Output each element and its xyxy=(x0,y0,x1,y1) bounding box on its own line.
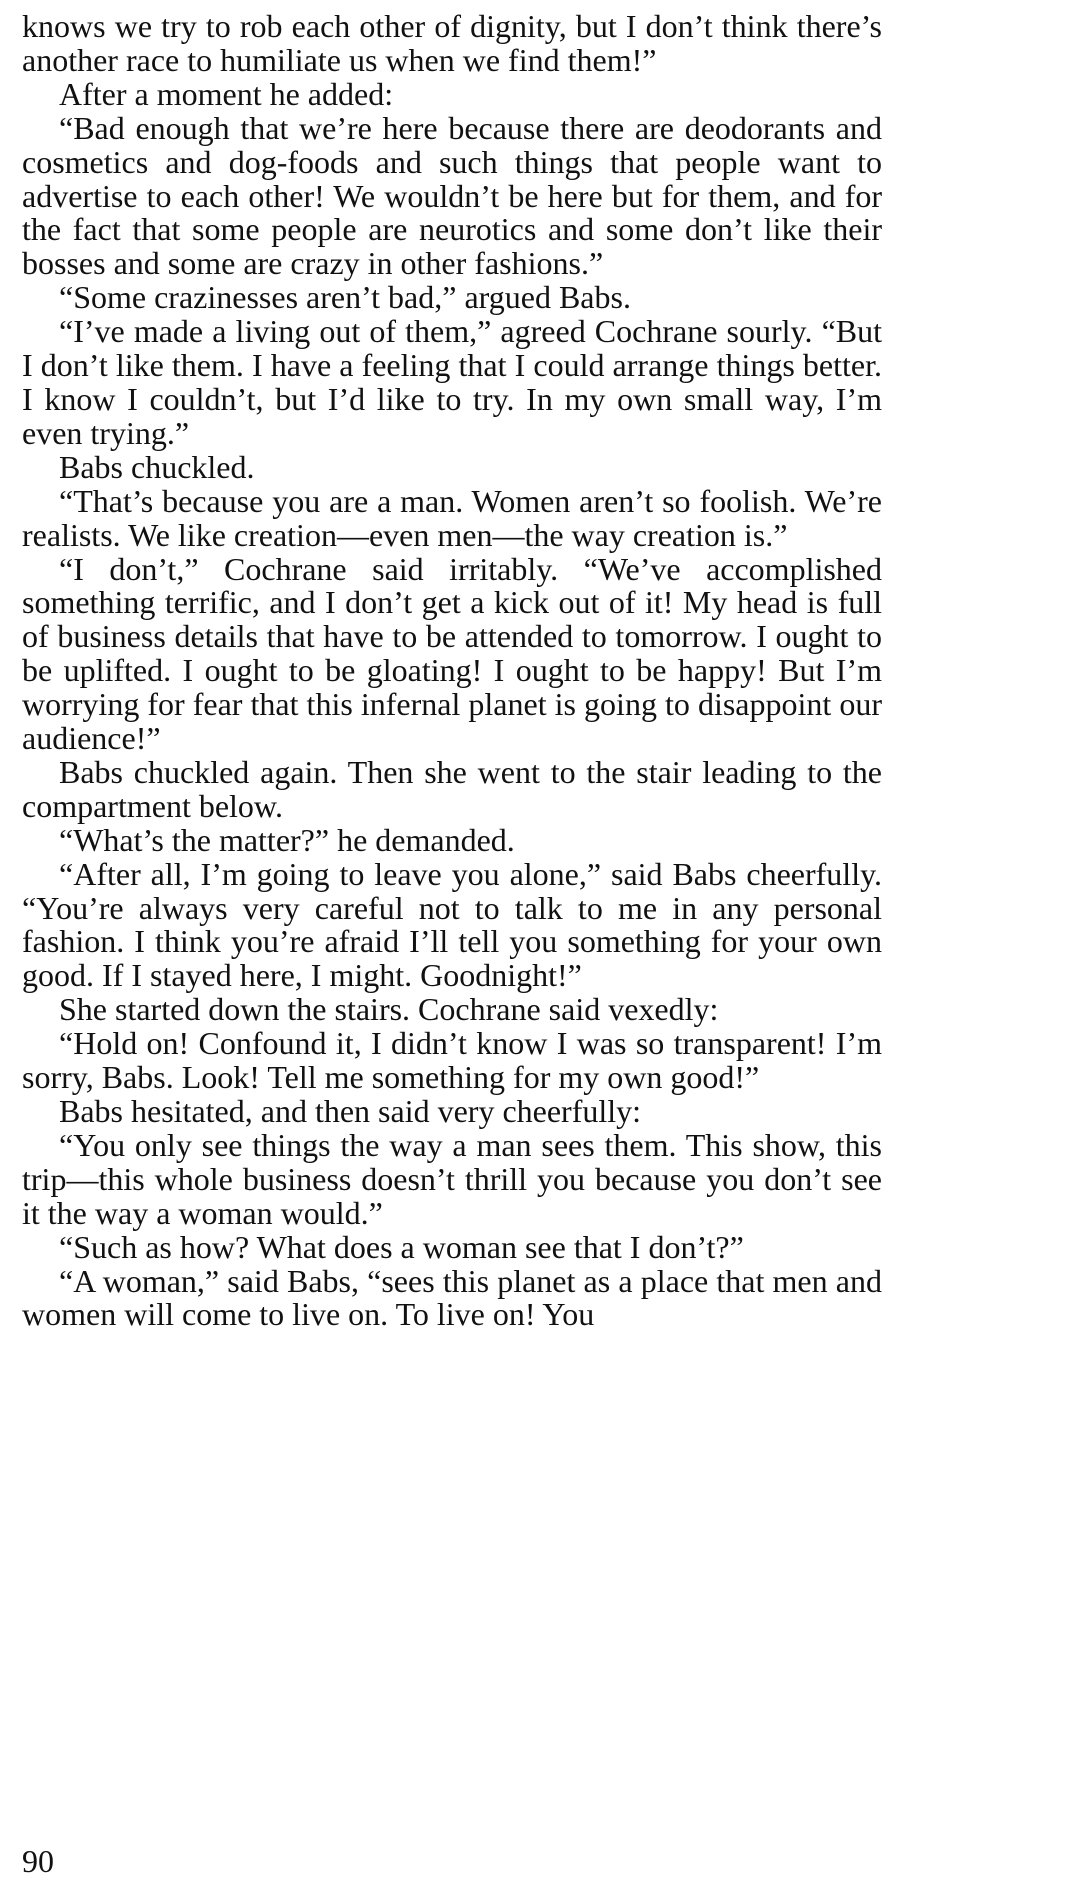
paragraph: “A woman,” said Babs, “sees this planet as a place that men and women will come to live on. To live on! You xyxy=(22,1262,882,1333)
paragraph: knows we try to rob each other of dignity, but I don’t think there’s another race to humiliate us when we find them!” xyxy=(22,8,882,78)
paragraph: “Bad enough that we’re here because there are deodorants and cosmetics and dog-foods and such things that people want to advertise to each other! We wouldn’t be here but for them, and for the fact that some people are neurotics and some don’t like their bosses and some are crazy in other fashions.” xyxy=(22,109,882,282)
paragraph: “After all, I’m going to leave you alone,” said Babs cheerfully. “You’re always very careful not to talk to me in any personal fashion. I think you’re afraid I’ll tell you something for your own good. If I stayed here, I might. Goodnight!” xyxy=(22,855,882,994)
book-page-text xyxy=(22,10,882,1332)
paragraph: Babs hesitated, and then said very cheerfully: xyxy=(59,1093,642,1129)
paragraph: “Such as how? What does a woman see that I don’t?” xyxy=(59,1228,744,1265)
paragraph: “What’s the matter?” he demanded. xyxy=(59,821,515,858)
paragraph: Babs chuckled again. Then she went to the stair leading to the compartment below. xyxy=(22,753,882,824)
paragraph: After a moment he added: xyxy=(59,75,394,112)
paragraph: “I’ve made a living out of them,” agreed Cochrane sourly. “But I don’t like them. I have a feeling that I could arrange things better. I know I couldn’t, but I’d like to try. In my own small way, I’m even trying.” xyxy=(22,313,882,451)
paragraph: “That’s because you are a man. Women aren’t so foolish. We’re realists. We like creation—even men—the way creation is.” xyxy=(22,482,882,553)
paragraph: “You only see things the way a man sees them. This show, this trip—this whole business doesn’t thrill you because you don’t see it the way a woman would.” xyxy=(22,1126,882,1231)
paragraph: “Hold on! Confound it, I didn’t know I was so transparent! I’m sorry, Babs. Look! Tell me something for my own good!” xyxy=(22,1025,882,1096)
paragraph: Babs chuckled. xyxy=(59,448,255,485)
paragraph: “Some crazinesses aren’t bad,” argued Babs. xyxy=(59,279,631,316)
paragraph: “I don’t,” Cochrane said irritably. “We’ve accomplished something terrific, and I don’t get a kick out of it! My head is full of business details that have to be attended to tomorrow. I ought to be uplifted. I ought to be gloating! I ought to be happy! But I’m worrying for fear that this infernal planet is going to disappoint our audience!” xyxy=(22,550,882,757)
page-number: 90 xyxy=(22,1843,54,1879)
paragraph: She started down the stairs. Cochrane said vexedly: xyxy=(59,991,719,1028)
